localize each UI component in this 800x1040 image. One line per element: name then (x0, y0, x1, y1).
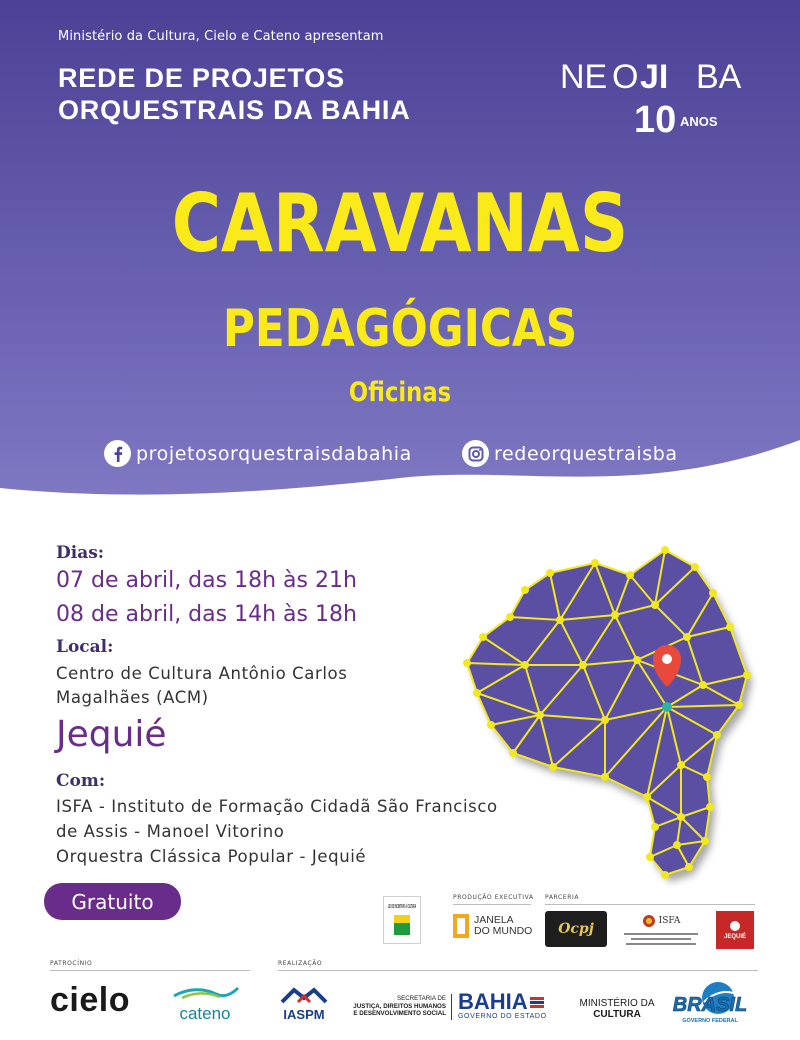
lei-incentivo-logo (383, 896, 471, 944)
date-line: 07 de abril, das 18h às 21h (56, 568, 357, 593)
cateno-text: cateno (179, 1004, 231, 1023)
iaspm-text: IASPM (283, 1007, 325, 1022)
city-name: Jequié (56, 714, 167, 755)
isfa-logo (618, 909, 704, 949)
location-line: Centro de Cultura Antônio Carlos (56, 664, 348, 683)
ocpj-text: Ocpj (558, 921, 594, 937)
with-line: de Assis - Manoel Vitorino (56, 822, 285, 841)
facebook-handle: projetosorquestraisdabahia (136, 442, 412, 465)
dates-label: Dias: (56, 543, 105, 563)
jequie-logo (716, 911, 754, 949)
bahia-map (455, 545, 785, 894)
brasil-government-logo (660, 978, 760, 1028)
isfa-text: ISFA (658, 915, 681, 926)
instagram-handle: redeorquestraisba (494, 442, 678, 465)
with-label: Com: (56, 771, 106, 791)
date-line: 08 de abril, das 14h às 18h (56, 602, 357, 627)
with-line: ISFA - Instituto de Formação Cidadã São Francisco (56, 797, 498, 816)
iaspm-emblem-icon (278, 986, 330, 1004)
cateno-wave-icon (168, 984, 242, 1000)
secretaria-logo (348, 995, 446, 1018)
secretaria-line1: SECRETARIA DE (396, 995, 446, 1002)
partnership-label: PARCERIA (545, 894, 580, 901)
presenters-text: Ministério da Cultura, Cielo e Cateno apresentam (58, 29, 384, 44)
jequie-text: JEQUIÉ (723, 934, 746, 940)
executive-production-label: PRODUÇÃO EXECUTIVA (453, 894, 534, 901)
brasil-text: BRASIL (672, 994, 748, 1016)
neojiba-logo-o: O (612, 58, 639, 96)
network-title-line1: REDE DE PROJETOS (58, 63, 345, 93)
free-badge: Gratuito (44, 883, 181, 920)
realization-label: REALIZAÇÃO (278, 960, 323, 967)
bahia-outline (467, 550, 747, 875)
facebook-link[interactable] (104, 440, 412, 467)
bahia-flag-icon (530, 995, 544, 1009)
instagram-link[interactable] (462, 440, 678, 467)
ministerio-line1: MINISTÉRIO DA (579, 998, 655, 1009)
neojiba-logo-ba: BA (696, 58, 742, 96)
neojiba-logo-anos: ANOS (680, 114, 718, 129)
ministerio-cultura-logo (572, 998, 662, 1020)
janela-line2: DO MUNDO (474, 925, 533, 937)
title-caravanas: CARAVANAS (171, 177, 629, 270)
cielo-logo: cielo (50, 981, 130, 1019)
brasil-subtitle: GOVERNO FEDERAL (682, 1018, 738, 1024)
jequie-crest-icon (729, 920, 741, 932)
title-pedagogicas: PEDAGÓGICAS (222, 299, 578, 359)
ocpj-logo (545, 911, 607, 947)
secretaria-line2: JUSTIÇA, DIREITOS HUMANOS (353, 1002, 446, 1010)
instagram-icon (462, 440, 489, 467)
bahia-subtitle: GOVERNO DO ESTADO (458, 1013, 547, 1020)
cateno-logo (168, 984, 242, 1024)
divider (451, 994, 452, 1020)
iaspm-logo (278, 986, 330, 1026)
location-line: Magalhães (ACM) (56, 688, 209, 707)
janela-do-mundo-logo (452, 913, 532, 939)
network-title-line2: ORQUESTRAIS DA BAHIA (58, 95, 411, 125)
divider (278, 970, 758, 971)
bahia-text: BAHIA (458, 989, 528, 1014)
with-line: Orquestra Clássica Popular - Jequié (56, 847, 367, 866)
janela-window-icon (452, 913, 470, 939)
isfa-emblem-icon (642, 914, 656, 928)
divider (545, 904, 755, 905)
title-oficinas: Oficinas (348, 377, 452, 408)
location-label: Local: (56, 637, 114, 657)
facebook-icon (104, 440, 131, 467)
neojiba-logo-years: 10 (634, 99, 677, 141)
sponsorship-label: PATROCÍNIO (50, 960, 93, 967)
divider (453, 904, 531, 905)
divider (50, 970, 250, 971)
ministerio-line2: CULTURA (593, 1009, 641, 1020)
network-title (58, 62, 411, 126)
svg-text:LEI DE INCENTIVO À CULTURA: LEI DE INCENTIVO À CULTURA (388, 904, 471, 910)
neojiba-logo-ji: JI (640, 58, 669, 96)
neojiba-logo-ne: NE (560, 58, 608, 96)
secretaria-line3: E DESENVOLVIMENTO SOCIAL (353, 1010, 446, 1017)
bahia-government-logo (458, 991, 552, 1020)
janela-line1: JANELA (474, 914, 514, 926)
neojiba-logo (556, 52, 756, 141)
